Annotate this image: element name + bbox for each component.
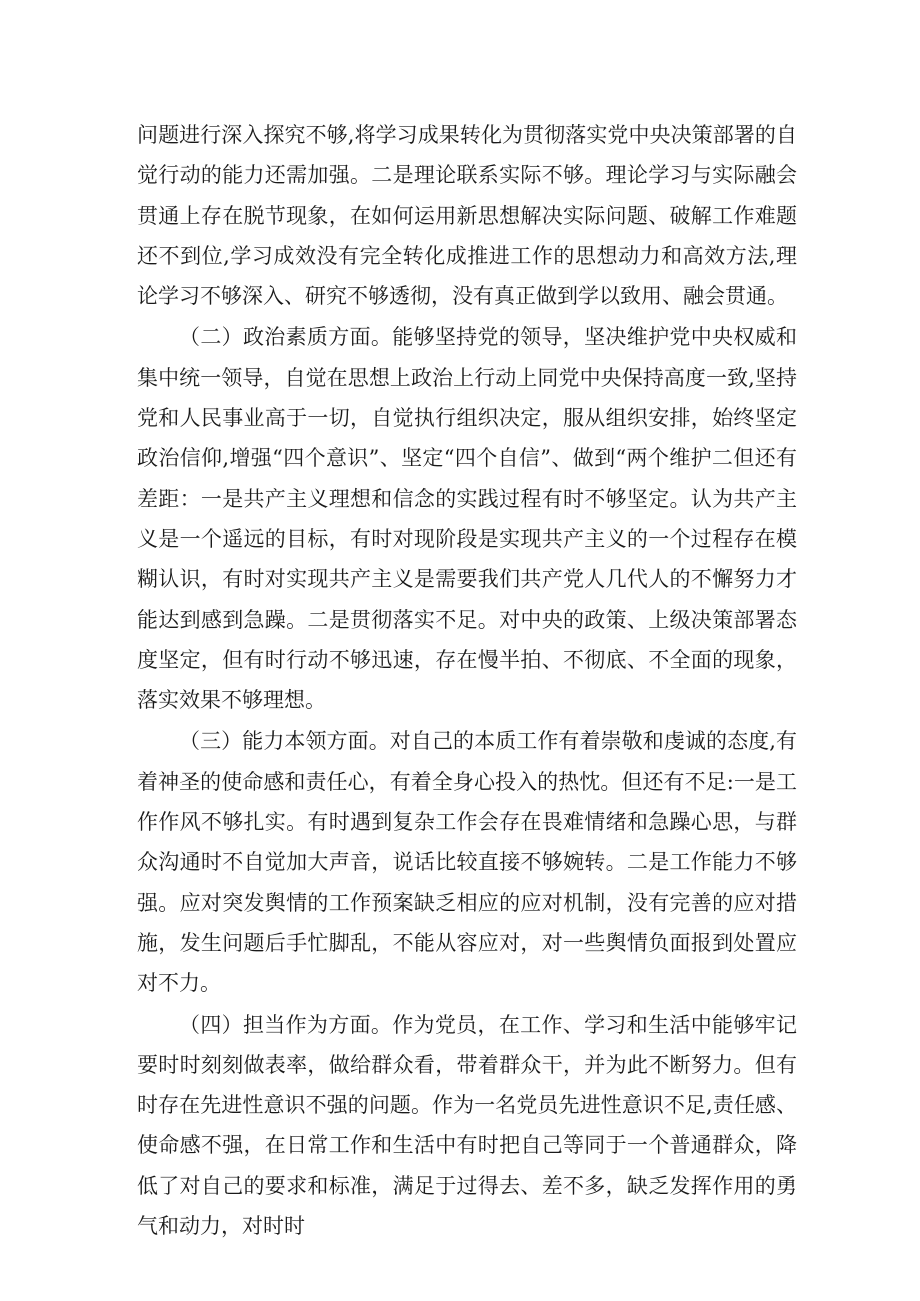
document-body	[137, 115, 797, 1246]
paragraph-ability: （三）能力本领方面。对自己的本质工作有着崇敬和虔诚的态度,有着神圣的使命感和责任心，有着全身心投入的热忱。但还有不足:一是工作作风不够扎实。有时遇到复杂工作会存在畏难情绪和急躁心思，与群众沟通时不自觉加大声音，说话比较直接不够婉转。二是工作能力不够强。应对突发舆情的工作预案缺乏相应的应对机制，没有完善的应对措施，发生问题后手忙脚乱，不能从容应对，对一些舆情负面报到处置应对不力。	[137, 729, 797, 996]
paragraph-political-quality: （二）政治素质方面。能够坚持党的领导，坚决维护党中央权威和集中统一领导，自觉在思想上政治上行动上同党中央保持高度一致,坚持党和人民事业高于一切，自觉执行组织决定，服从组织安排，始终坚定政治信仰,增强“四个意识”、坚定“四个自信”、做到“两个维护二但还有差距：一是共产主义理想和信念的实践过程有时不够坚定。认为共产主义是一个遥远的目标，有时对现阶段是实现共产主义的一个过程存在模糊认识，有时对实现共产主义是需要我们共产党人几代人的不懈努力才能达到感到急躁。二是贯彻落实不足。对中央的政策、上级决策部署态度坚定，但有时行动不够迅速，存在慢半拍、不彻底、不全面的现象，落实效果不够理想。	[137, 325, 797, 713]
paragraph-responsibility: （四）担当作为方面。作为党员，在工作、学习和生活中能够牢记要时时刻刻做表率，做给群众看，带着群众干，并为此不断努力。但有时存在先进性意识不强的问题。作为一名党员先进性意识不足,责任感、使命感不强，在日常工作和生活中有时把自己等同于一个普通群众，降低了对自己的要求和标准，满足于过得去、差不多，缺乏发挥作用的勇气和动力，对时时	[137, 1012, 797, 1239]
paragraph-continued: 问题进行深入探究不够,将学习成果转化为贯彻落实党中央决策部署的自觉行动的能力还需加强。二是理论联系实际不够。理论学习与实际融会贯通上存在脱节现象，在如何运用新思想解决实际问题、破解工作难题还不到位,学习成效没有完全转化成推进工作的思想动力和高效方法,理论学习不够深入、研究不够透彻，没有真正做到学以致用、融会贯通。	[137, 123, 797, 309]
